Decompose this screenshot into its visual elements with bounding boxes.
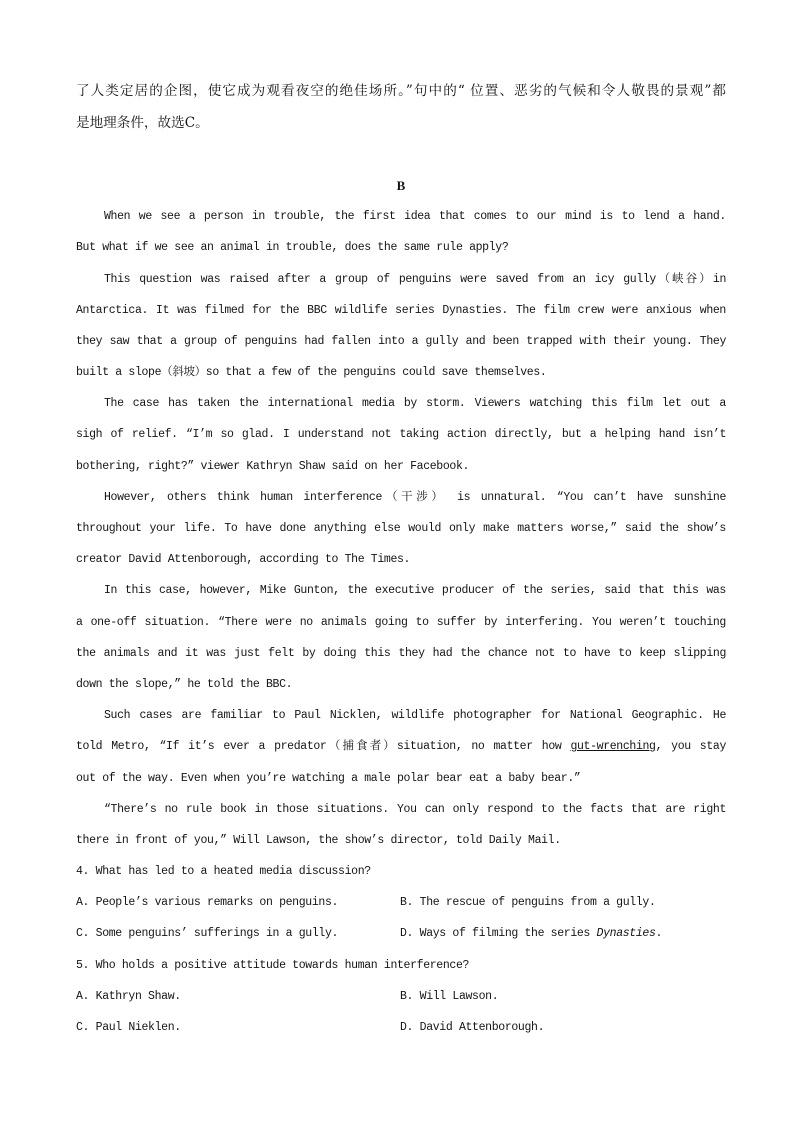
paragraph-line: But what if we see an animal in trouble, does the same rule apply? [76, 241, 509, 255]
paragraph-line: The case has taken the international media by storm. Viewers watching this film let out a [104, 397, 726, 411]
option-row [76, 918, 726, 949]
paragraph [76, 575, 726, 700]
paragraph [76, 388, 726, 482]
paragraph [76, 794, 726, 856]
paragraph-line: When we see a person in trouble, the first idea that comes to our mind is to lend a hand. [104, 210, 726, 224]
option-d [400, 918, 662, 949]
paragraph [76, 264, 726, 389]
option-d-prefix: D. Ways of filming the series [400, 927, 597, 941]
page-content [76, 76, 726, 1043]
option-row [76, 887, 726, 918]
question-stem: 4. What has led to a heated media discussion? [76, 865, 371, 879]
paragraph-line: sigh of relief. “I’m so glad. I understand not taking action directly, but a helping hand isn’t [76, 428, 726, 442]
option-row [76, 981, 726, 1012]
option-b: B. The rescue of penguins from a gully. [400, 896, 656, 910]
option-c: C. Some penguins’ sufferings in a gully. [76, 927, 339, 941]
paragraph-line: This question was raised after a group of penguins were saved from an icy gully（峡谷）in [104, 272, 726, 286]
paragraph-line [76, 731, 726, 762]
question [76, 950, 726, 1044]
option-a: A. Kathryn Shaw. [76, 989, 181, 1003]
paragraph-line: creator David Attenborough, according to The Times. [76, 553, 411, 567]
option-d-title: Dynasties [596, 927, 656, 941]
paragraph-line: the animals and it was just felt by doing this they had the chance not to have to keep slipping [76, 646, 726, 660]
paragraph-line: a one-off situation. “There were no animals going to suffer by interfering. You weren’t touching [76, 615, 726, 629]
paragraph-line: “There’s no rule book in those situations. You can only respond to the facts that are right [104, 802, 726, 816]
blank-line [76, 139, 726, 170]
question [76, 856, 726, 950]
option-b: B. Will Lawson. [400, 989, 499, 1003]
paragraph [76, 700, 726, 794]
paragraph-line: bothering, right?” viewer Kathryn Shaw said on her Facebook. [76, 459, 470, 473]
paragraph-line: out of the way. Even when you’re watching a male polar bear eat a baby bear.” [76, 771, 581, 785]
question-stem: 5. Who holds a positive attitude towards human interference? [76, 958, 470, 972]
line-segment: , you stay [655, 740, 727, 754]
option-row [76, 1012, 726, 1043]
option-a: A. People’s various remarks on penguins. [76, 896, 339, 910]
option-c: C. Paul Nieklen. [76, 1021, 181, 1035]
paragraph [76, 482, 726, 576]
option-d: D. David Attenborough. [400, 1021, 545, 1035]
option-d-suffix: . [655, 927, 663, 941]
paragraph [76, 201, 726, 263]
paragraph-line: throughout your life. To have done anything else would only make matters worse,” said the show’s [76, 522, 726, 536]
paragraph-line: there in front of you,” Will Lawson, the show’s director, told Daily Mail. [76, 833, 561, 847]
paragraph-line: they saw that a group of penguins had fallen into a gully and been trapped with their young. They [76, 334, 726, 348]
paragraph-line: Such cases are familiar to Paul Nicklen, wildlife photographer for National Geographic. He [104, 709, 726, 723]
passage-label: B [396, 177, 406, 193]
paragraph-line: built a slope（斜坡）so that a few of the penguins could save themselves. [76, 366, 547, 380]
underlined-word: gut-wrenching [570, 740, 656, 754]
paragraph-line: down the slope,” he told the BBC. [76, 677, 293, 691]
paragraph-line: However, others think human interference（干涉） is unnatural. “You can’t have sunshine [104, 490, 726, 504]
paragraph-line: In this case, however, Mike Gunton, the executive producer of the series, said that this was [104, 584, 726, 598]
continuation-line: 了人类定居的企图，使它成为观看夜空的绝佳场所。”句中的“ 位置、恶劣的气候和令人敬畏的景观”都 [76, 83, 726, 100]
continuation-line: 是地理条件，故选C。 [76, 114, 209, 131]
paragraph-line: Antarctica. It was filmed for the BBC wildlife series Dynasties. The film crew were anxious when [76, 303, 726, 317]
line-segment: told Metro, “If it’s ever a predator（捕食者）situation, no matter how [76, 740, 571, 754]
